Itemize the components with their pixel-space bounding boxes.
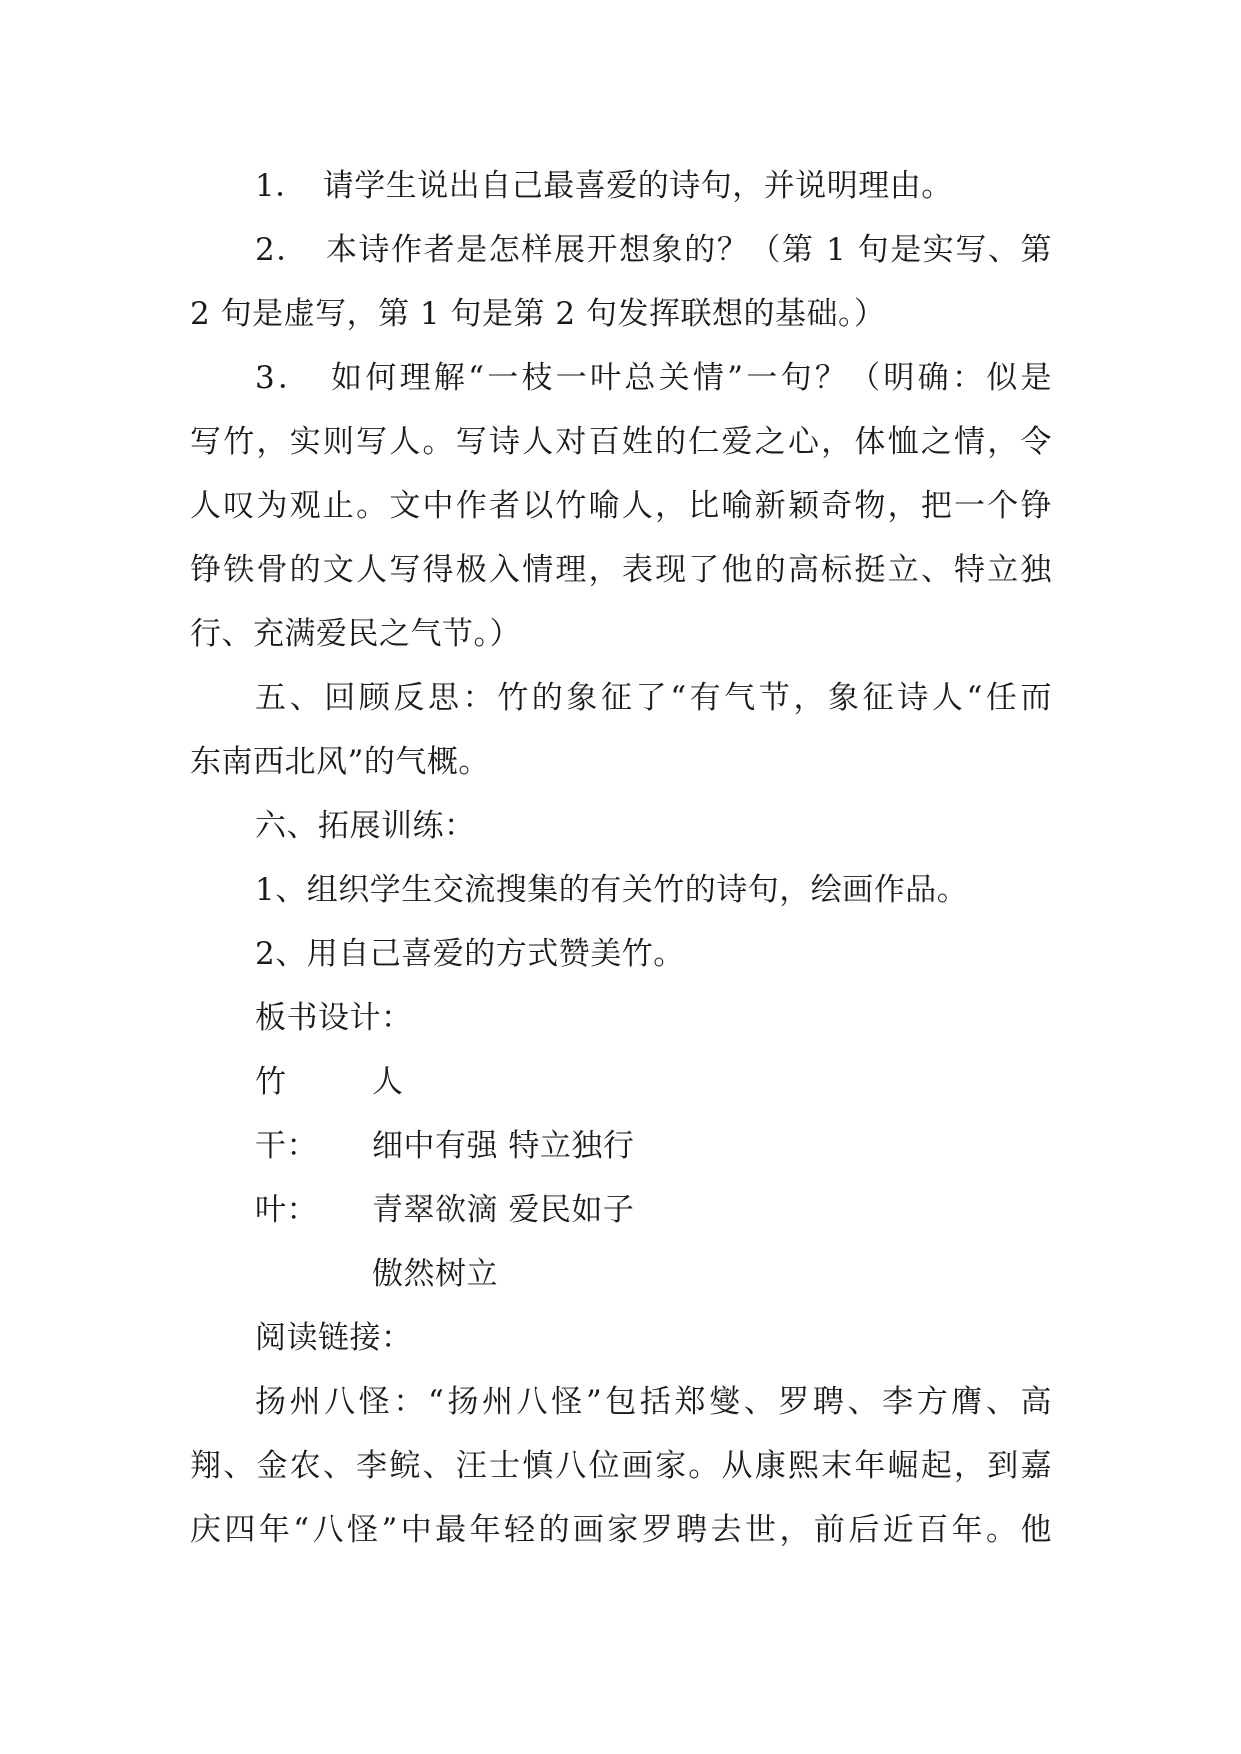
section-heading: 板书设计： (255, 1000, 413, 1036)
paragraph-line: 五、回顾反思：竹的象征了“有气节，象征诗人“任而 (255, 680, 1052, 716)
list-item: 2、用自己喜爱的方式赞美竹。 (255, 936, 685, 972)
board-row-label: 叶： (255, 1192, 318, 1228)
paragraph-line: 东南西北风”的气概。 (190, 744, 490, 780)
paragraph-line: 扬州八怪：“扬州八怪”包括郑燮、罗聘、李方膺、高 (255, 1384, 1052, 1420)
paragraph-line: 2． 本诗作者是怎样展开想象的？（第 1 句是实写、第 (255, 232, 1052, 268)
board-row-label: 干： (255, 1128, 318, 1164)
paragraph-line: 2 句是虚写，第 1 句是第 2 句发挥联想的基础。） (190, 296, 886, 332)
paragraph-line: 3． 如何理解“一枝一叶总关情”一句？（明确：似是 (255, 360, 1052, 396)
section-heading: 六、拓展训练： (255, 808, 476, 844)
paragraph-line: 翔、金农、李鲩、汪士慎八位画家。从康熙末年崛起，到嘉 (190, 1448, 1052, 1484)
section-heading: 阅读链接： (255, 1320, 413, 1356)
paragraph-line: 1． 请学生说出自己最喜爱的诗句，并说明理由。 (255, 168, 953, 204)
paragraph-line: 写竹，实则写人。写诗人对百姓的仁爱之心，体恤之情，令 (190, 424, 1052, 460)
board-row-value: 青翠欲滴 爱民如子 (372, 1192, 635, 1228)
paragraph-line: 庆四年“八怪”中最年轻的画家罗聘去世，前后近百年。他 (190, 1512, 1052, 1548)
paragraph-line: 铮铁骨的文人写得极入情理，表现了他的高标挺立、特立独 (190, 552, 1052, 588)
paragraph-line: 行、充满爱民之气节。） (190, 616, 521, 652)
list-item: 1、组织学生交流搜集的有关竹的诗句，绘画作品。 (255, 872, 969, 908)
paragraph-line: 人叹为观止。文中作者以竹喻人，比喻新颖奇物，把一个铮 (190, 488, 1052, 524)
board-row-value: 傲然树立 (372, 1256, 498, 1292)
board-header-left: 竹 (255, 1064, 287, 1100)
board-header-right: 人 (372, 1064, 404, 1100)
board-row-value: 细中有强 特立独行 (372, 1128, 635, 1164)
